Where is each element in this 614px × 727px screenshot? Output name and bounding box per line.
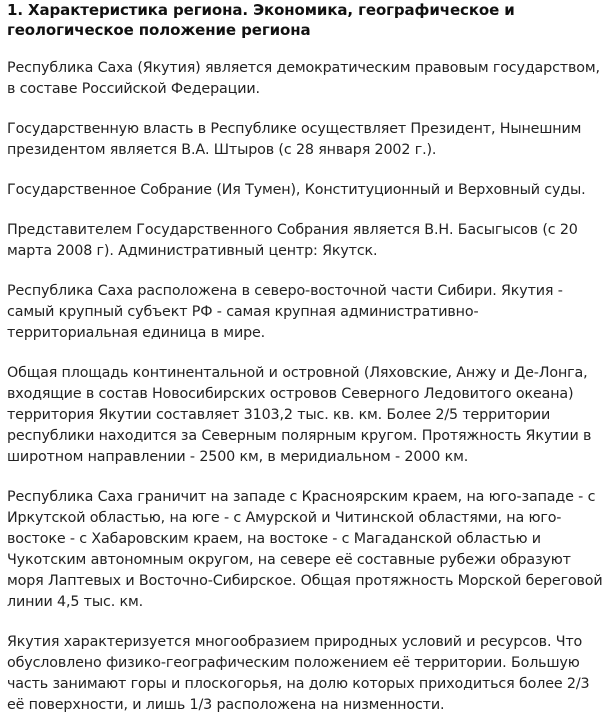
paragraph-area: Общая площадь континентальной и островной (Ляховские, Анжу и Де-Лонга, входящие в состав Новосибирских островов Северного Ледовитого океана) территория Якутии составляет 3103,2 тыс. кв. км. Более 2/5 территории республики находится за Северным полярным кругом. Протяжность Якутии в широтном направлении - 2500 км, в меридиальном - 2000 км. xyxy=(7,365,592,465)
paragraph-location: Республика Саха расположена в северо-восточной части Сибири. Якутия - самый крупный субъект РФ - самая крупная административно-территориальная единица в мире. xyxy=(7,283,563,341)
paragraph-representative: Представителем Государственного Собрания является В.Н. Басыгысов (с 20 марта 2008 г). Административный центр: Якутск. xyxy=(7,222,578,259)
paragraph-state-status: Республика Саха (Якутия) является демократическим правовым государством, в составе Российской Федерации. xyxy=(7,60,600,97)
paragraph-natural-conditions: Якутия характеризуется многообразием природных условий и ресурсов. Что обусловлено физико-географическим положением её территории. Большую часть занимают горы и плоскогорья, на долю которых приходиться более 2/3 её поверхности, и лишь 1/3 расположена на низменности. xyxy=(7,634,590,713)
section-heading: 1. Характеристика региона. Экономика, географическое и геологическое положение региона xyxy=(7,1,515,39)
paragraph-borders: Республика Саха граничит на западе с Красноярским краем, на юго-западе - с Иркутской областью, на юге - с Амурской и Читинской областями, на юго-востоке - с Хабаровским краем, на востоке - с Магаданской областью и Чукотским автономным округом, на севере её составные рубежи образуют моря Лаптевых и Восточно-Сибирское. Общая протяжность Морской береговой линии 4,5 тыс. км. xyxy=(7,489,603,610)
paragraph-assembly-courts: Государственное Собрание (Ия Тумен), Конституционный и Верховный суды. xyxy=(7,182,586,198)
paragraph-president: Государственную власть в Республике осуществляет Президент, Нынешним президентом является В.А. Штыров (с 28 января 2002 г.). xyxy=(7,121,582,158)
